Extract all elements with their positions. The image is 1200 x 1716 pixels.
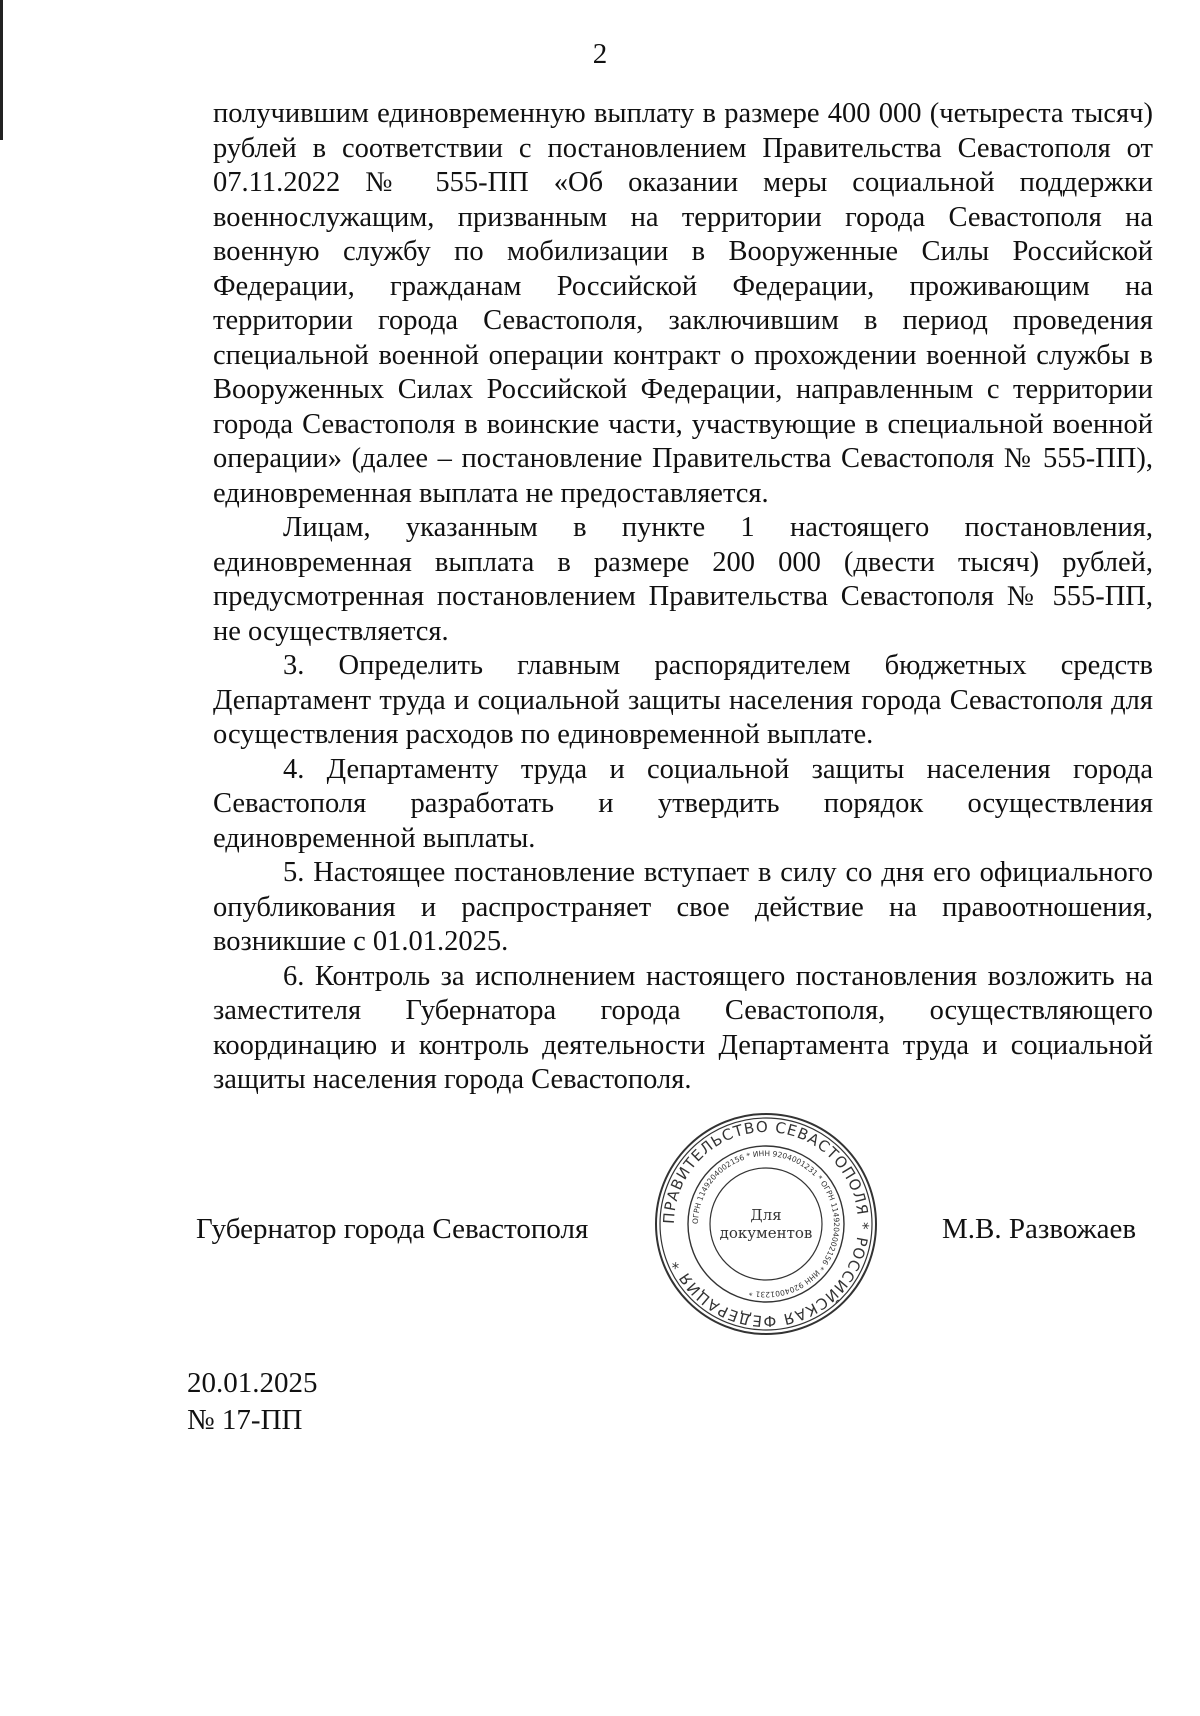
paragraph-item-5: 5. Настоящее постановление вступает в силу со дня его официального опубликования и распространяет свое действие на правоотношения, возникшие с 01.01.2025.: [213, 857, 1153, 957]
seal-icon: [652, 1110, 880, 1338]
seal-outer-text: ПРАВИТЕЛЬСТВО СЕВАСТОПОЛЯ * РОССИЙСКАЯ ФЕДЕРАЦИЯ *: [659, 1117, 873, 1331]
seal-inner-text: ОГРН 1149204002156 * ИНН 9204001231 * ОГРН 1149204002156 * ИНН 9204001231 *: [690, 1148, 842, 1300]
signer-title: Губернатор города Севастополя: [196, 1213, 589, 1245]
paragraph-item-6: 6. Контроль за исполнением настоящего постановления возложить на заместителя Губернатора города Севастополя, осуществляющего координацию и контроль деятельности Департамента труда и социальной защиты населения города Севастополя.: [213, 960, 1153, 1095]
signature-block: [0, 1212, 1200, 1256]
seal-center-line2: документов: [719, 1224, 813, 1242]
official-seal-stamp: [652, 1110, 880, 1338]
paragraph-item-3: 3. Определить главным распорядителем бюджетных средств Департамент труда и социальной защиты населения города Севастополя для осуществления расходов по единовременной выплате.: [213, 650, 1153, 750]
paragraph-item-4: 4. Департаменту труда и социальной защиты населения города Севастополя разработать и утвердить порядок осуществления единовременной выплаты.: [213, 753, 1153, 854]
paragraph-persons: Лицам, указанным в пункте 1 настоящего постановления, единовременная выплата в размере 200 000 (двести тысяч) рублей, предусмотренная постановлением Правительства Севастополя № 555-ПП, не осуществляется.: [213, 512, 1153, 647]
paragraph-continuation: получившим единовременную выплату в размере 400 000 (четыреста тысяч) рублей в соответствии с постановлением Правительства Севастополя от 07.11.2022 № 555-ПП «Об оказании меры социальной поддержки военнослужащим, призванным на территории города Севастополя на военную службу по мобилизации в Вооруженные Силы Российской Федерации, гражданам Российской Федерации, проживающим на территории города Севастополя, заключившим в период проведения специальной военной операции контракт о прохождении военной службы в Вооруженных Силах Российской Федерации, направленным с территории города Севастополя в воинские части, участвующие в специальной военной операции» (далее – постановление Правительства Севастополя № 555-ПП), единовременная выплата не предоставляется.: [213, 98, 1153, 509]
signer-name: М.В. Развожаев: [942, 1213, 1137, 1245]
document-body: [213, 97, 1153, 1098]
page-number: 2: [592, 38, 608, 70]
seal-center-line1: Для: [750, 1206, 782, 1224]
document-date: 20.01.2025: [187, 1367, 318, 1399]
document-number: № 17-ПП: [187, 1404, 303, 1436]
